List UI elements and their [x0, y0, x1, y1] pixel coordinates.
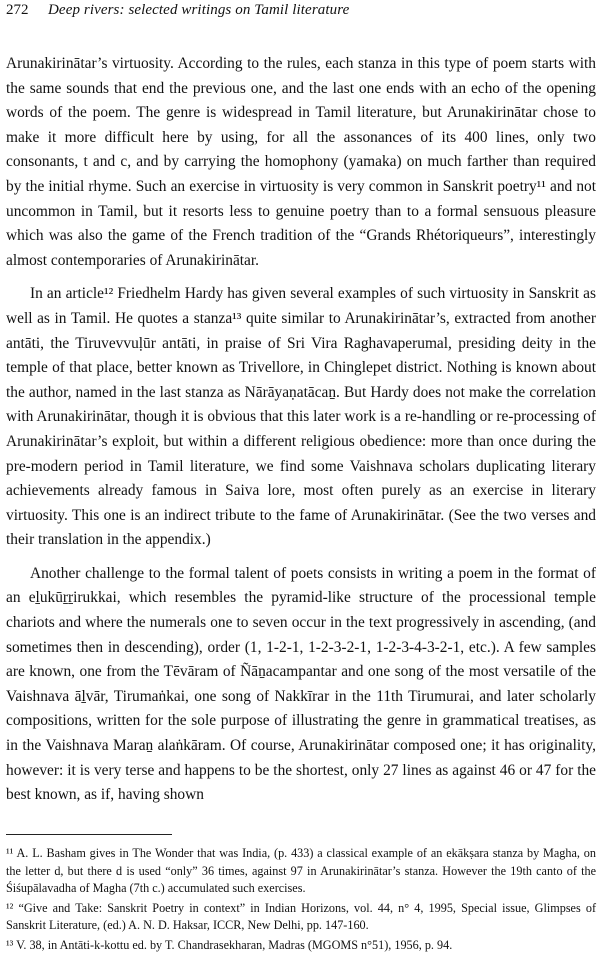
paragraph-2: In an article¹² Friedhelm Hardy has given several examples of such virtuosity in Sanskrit as well as in Tamil. He quotes a stanza¹³ quite similar to Arunakirinātar’s, extracted from another antāti, the Tiruvevvuḷūr antāti, in praise of Sri Vira Raghavaperumal, presiding deity in the temple of that place, better known as Trivellore, in Chinglepet district. Nothing is known about the author, named in the last stanza as Nārāyaṇatācaṉ. But Hardy does not make the correlation with Arunakirinātar, though it is obvious that this later work is a re-handling or re-processing of Arunakirinātar’s exploit, but within a different religious obedience: more than once during the pre-modern period in Tamil literature, we find some Vaishnava scholars duplicating literary achievements already famous in Saiva lore, most often purely as an exercise in literary virtuosity. This one is an indirect tribute to the fame of Arunakirinātar. (See the two verses and their translation in the appendix.) [6, 285, 596, 549]
paragraph-3: Another challenge to the formal talent of poets consists in writing a poem in the format of an eḻukūṟṟirukkai, which resembles the pyramid-like structure of the processional temple chariots and where the numerals one to seven occur in the text progressively in ascending, (and sometimes then in descending), order (1, 1-2-1, 1-2-3-2-1, 1-2-3-4-3-2-1, etc.). A few samples are known, one from the Tēvāram of Ñāṉacampantar and one song of the most versatile of the Vaishnava āḻvār, Tirumaṅkai, one song of Nakkīrar in the 11th Tirumurai, and later scholarly compositions, written for the sole purpose of illustrating the genre in grammatical treatises, as in the Vaishnava Maraṉ alaṅkāram. Of course, Arunakirinātar composed one; it has originality, however: it is very terse and happens to be the shortest, only 27 lines as against 46 or 47 for the best known, as if, having shown [6, 564, 596, 804]
page-number: 272 [6, 2, 29, 18]
page-header [6, 2, 596, 24]
running-title: Deep rivers: selected writings on Tamil literature [48, 2, 350, 18]
footnote-13: ¹³ V. 38, in Antāti-k-kottu ed. by T. Chandrasekharan, Madras (MGOMS n°51), 1956, p. 94. [6, 937, 453, 952]
footnote-11: ¹¹ A. L. Basham gives in The Wonder that was India, (p. 433) a classical example of an ekākṣara stanza by Magha, on the letter d, but there d is used “only” 36 times, against 97 in Arunakirinātar’s stanza. However the 19th canto of the Śiśupālavadha of Magha (7th c.) accumulated such exercises. [6, 846, 596, 895]
footnote-divider [6, 834, 172, 835]
paragraph-1: Arunakirinātar’s virtuosity. According to the rules, each stanza in this type of poem starts with the same sounds that end the previous one, and the last one ends with an echo of the opening words of the poem. The genre is widespread in Tamil literature, but Arunakirinātar chose to make it more difficult here by using, for all the assonances of its 400 lines, only two consonants, t and c, and by carrying the homophony (yamaka) on much farther than required by the initial rhyme. Such an exercise in virtuosity is very common in Sanskrit poetry¹¹ and not uncommon in Tamil, but it resorts less to genuine poetry than to a formal sensuous pleasure which was also the game of the French tradition of the “Grands Rhétoriqueurs”, interestingly almost contemporaries of Arunakirinātar. [6, 55, 596, 269]
footnotes [6, 845, 596, 956]
footnote-12: ¹² “Give and Take: Sanskrit Poetry in context” in Indian Horizons, vol. 44, n° 4, 1995, Special issue, Glimpses of Sanskrit Literature, (ed.) A. N. D. Haksar, ICCR, New Delhi, pp. 147-160. [6, 900, 596, 932]
body-text [6, 52, 596, 817]
